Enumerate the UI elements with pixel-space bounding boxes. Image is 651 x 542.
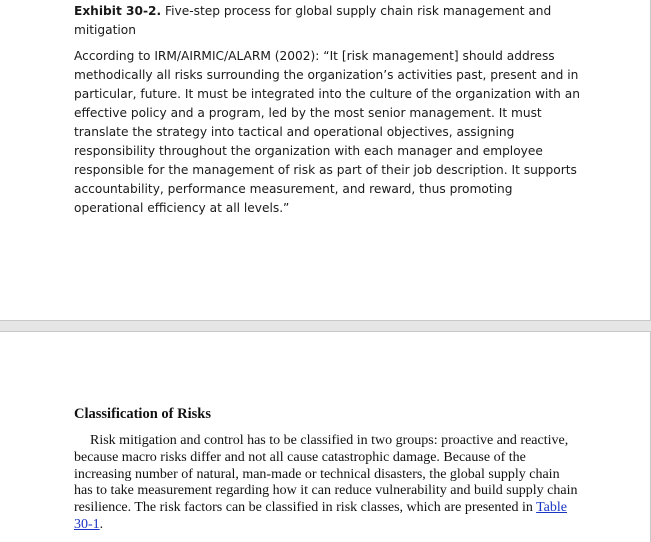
exhibit-label: Exhibit 30-2. xyxy=(74,4,162,18)
page-break-separator xyxy=(0,320,651,332)
body-paragraph-text: Risk mitigation and control has to be classified in two groups: proactive and reactive, because macro risks differ and not all cause catastrophic damage. Because of the increasing number of natural, man-made or technical disasters, the global supply chain has to take measurement regarding how it can reduce vulnerability and build supply chain resilience. The risk factors can be classified in risk classes, which are presented in xyxy=(74,433,578,516)
body-paragraph xyxy=(74,433,579,534)
section-heading: Classification of Risks xyxy=(74,406,211,422)
table-30-1-link[interactable]: Table 30-1 xyxy=(74,500,568,532)
document-page-2 xyxy=(0,332,651,542)
body-paragraph-end: . xyxy=(99,516,104,532)
exhibit-title: Five-step process for global supply chain risk management and mitigation xyxy=(74,4,552,37)
exhibit-caption xyxy=(74,2,584,40)
quote-paragraph: According to IRM/AIRMIC/ALARM (2002): “It [risk management] should address methodically all risks surrounding the organization’s activities past, present and in particular, future. It must be integrated into the culture of the organization with an effective policy and a program, led by the most senior management. It must translate the strategy into tactical and operational objectives, assigning responsibility throughout the organization with each manager and employee responsible for the management of risk as part of their job description. It supports accountability, performance measurement, and reward, thus promoting operational efficiency at all levels.” xyxy=(74,49,580,215)
